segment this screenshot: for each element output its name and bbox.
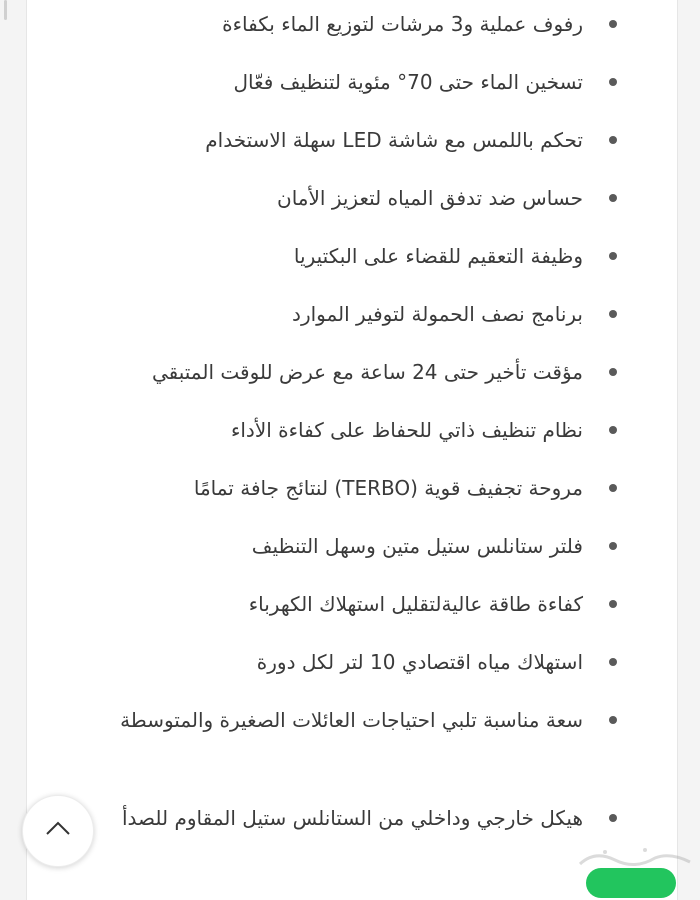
feature-text: كفاءة طاقة عاليةلتقليل استهلاك الكهرباء [248,592,583,616]
bullet-icon [609,20,617,28]
bullet-icon [609,368,617,376]
bullet-icon [609,194,617,202]
feature-item [63,798,583,838]
feature-text: مؤقت تأخير حتى 24 ساعة مع عرض للوقت المتبقي [151,360,583,384]
bullet-icon [609,600,617,608]
bullet-icon [609,658,617,666]
feature-text: هيكل خارجي وداخلي من الستانلس ستيل المقاوم للصدأ [122,806,583,830]
floating-action-button[interactable] [586,868,676,898]
bullet-icon [609,484,617,492]
feature-item [63,526,583,566]
feature-text: تحكم باللمس مع شاشة LED سهلة الاستخدام [205,128,583,152]
chevron-up-icon [45,820,71,836]
scrollbar[interactable] [4,0,7,20]
bullet-icon [609,814,617,822]
feature-item [63,120,583,160]
feature-text: برنامج نصف الحمولة لتوفير الموارد [292,302,583,326]
feature-item [63,294,583,334]
feature-item [63,700,583,740]
product-description-card [26,0,678,900]
bullet-icon [609,252,617,260]
feature-item [63,584,583,624]
feature-item [63,4,583,44]
feature-text: مروحة تجفيف قوية (TERBO) لنتائج جافة تمامًا [193,476,583,500]
bullet-icon [609,136,617,144]
feature-item [63,468,583,508]
feature-item [63,236,583,276]
feature-text: فلتر ستانلس ستيل متين وسهل التنظيف [251,534,583,558]
feature-text: سعة مناسبة تلبي احتياجات العائلات الصغيرة والمتوسطة [120,708,583,732]
back-to-top-button[interactable] [22,795,94,867]
feature-text: وظيفة التعقيم للقضاء على البكتيريا [293,244,583,268]
feature-item [63,62,583,102]
bullet-icon [609,426,617,434]
feature-item [63,642,583,682]
feature-item [63,178,583,218]
feature-text: نظام تنظيف ذاتي للحفاظ على كفاءة الأداء [230,418,583,442]
bullet-icon [609,310,617,318]
bullet-icon [609,716,617,724]
feature-item [63,410,583,450]
feature-text: استهلاك مياه اقتصادي 10 لتر لكل دورة [256,650,583,674]
feature-text: رفوف عملية و3 مرشات لتوزيع الماء بكفاءة [222,12,583,36]
feature-item [63,352,583,392]
bullet-icon [609,78,617,86]
bullet-icon [609,542,617,550]
feature-text: حساس ضد تدفق المياه لتعزيز الأمان [277,186,583,210]
feature-text: تسخين الماء حتى 70° مئوية لتنظيف فعّال [233,70,583,94]
